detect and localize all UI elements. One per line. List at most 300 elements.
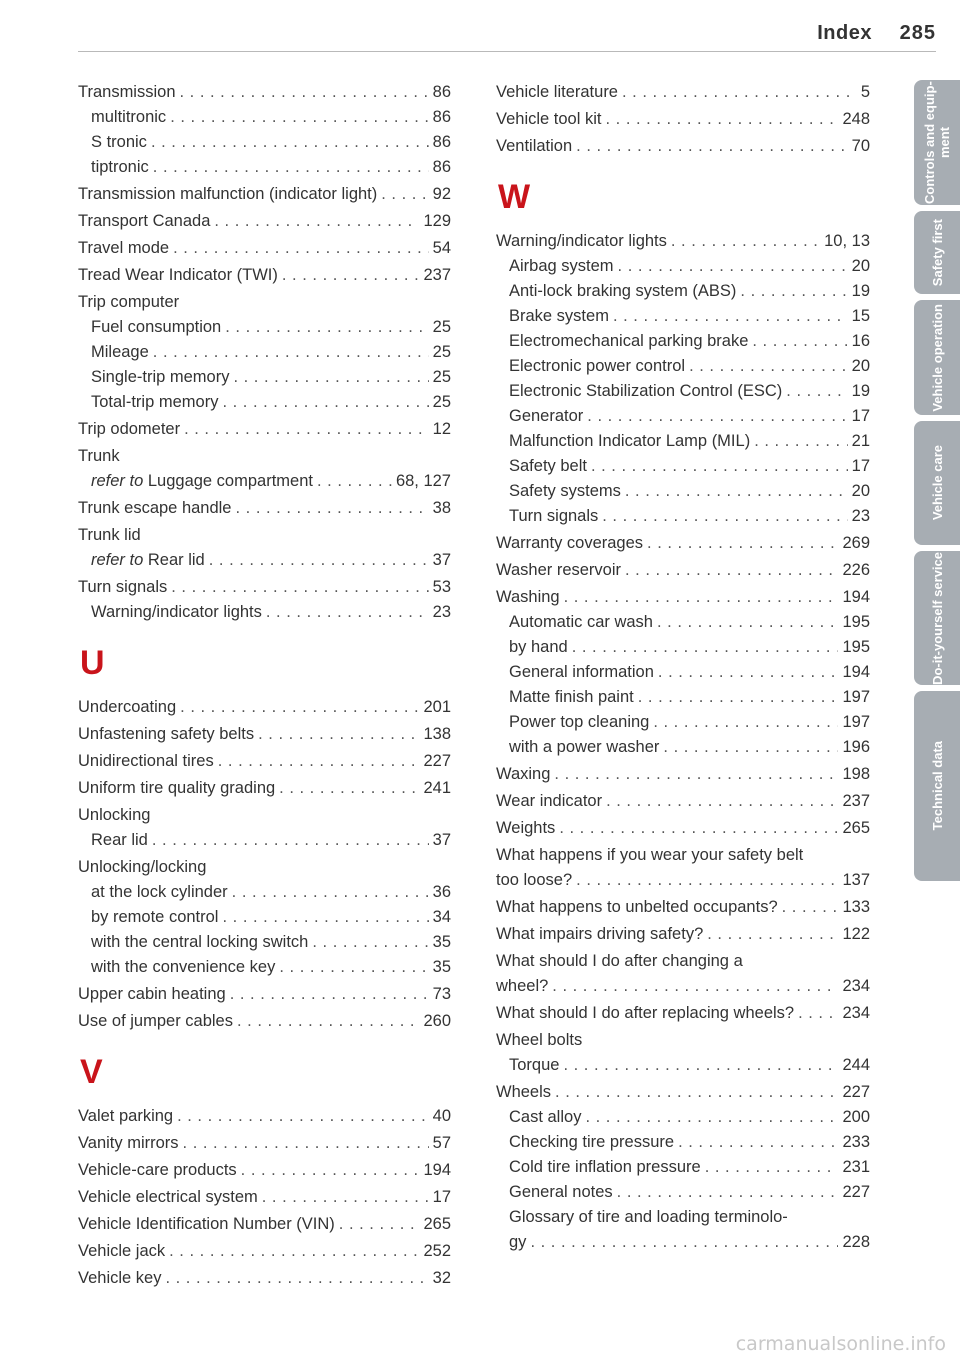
entry-page-number: 25	[432, 318, 451, 336]
entry-label: Transport Canada	[78, 212, 211, 230]
leader-dots	[638, 685, 839, 710]
leader-dots	[552, 974, 838, 999]
watermark: carmanualsonline.info	[735, 1333, 946, 1355]
entry-label: Washing	[496, 588, 560, 606]
leader-dots	[170, 105, 428, 130]
leader-dots	[151, 130, 429, 155]
entry-page-number: 233	[842, 1133, 870, 1151]
entry-label: Rear lid	[143, 551, 205, 569]
entry-label: Vehicle electrical system	[78, 1188, 258, 1206]
index-entry	[78, 1239, 451, 1264]
index-entry	[496, 479, 870, 504]
leader-dots	[262, 1185, 429, 1210]
index-entry	[78, 600, 451, 625]
leader-dots	[152, 828, 429, 853]
index-entry	[496, 1130, 870, 1155]
entry-page-number: 73	[432, 985, 451, 1003]
entry-page-number: 138	[423, 725, 451, 743]
entry-page-number: 227	[842, 1183, 870, 1201]
entry-label: Checking tire pressure	[509, 1133, 675, 1151]
leader-dots	[209, 548, 429, 573]
leader-dots	[671, 229, 820, 254]
leader-dots	[587, 404, 847, 429]
leader-dots	[258, 722, 419, 747]
entry-label: Electronic power control	[509, 357, 686, 375]
entry-label: Wear indicator	[496, 792, 603, 810]
entry-label: Upper cabin heating	[78, 985, 226, 1003]
index-entry	[78, 130, 451, 155]
entry-page-number: 248	[842, 110, 870, 128]
leader-dots	[236, 496, 429, 521]
entry-label: Valet parking	[78, 1107, 174, 1125]
leader-dots	[602, 504, 847, 529]
page-title: Index	[817, 22, 872, 44]
entry-page-number: 92	[432, 185, 451, 203]
entry-label: Total-trip memory	[91, 393, 219, 411]
leader-dots	[585, 1105, 838, 1130]
entry-page-number: 227	[842, 1083, 870, 1101]
index-entry	[78, 930, 451, 955]
entry-label: by hand	[509, 638, 568, 656]
index-entry	[496, 80, 870, 105]
leader-dots	[625, 479, 848, 504]
entry-label: with the central locking switch	[91, 933, 309, 951]
leader-dots	[222, 390, 428, 415]
index-entry	[78, 955, 451, 980]
index-entry	[78, 905, 451, 930]
entry-label: What impairs driving safety?	[496, 925, 704, 943]
leader-dots	[798, 1001, 838, 1026]
entry-page-number: 86	[432, 108, 451, 126]
leader-dots	[317, 469, 392, 494]
entry-page-number: 194	[842, 663, 870, 681]
leader-dots	[173, 236, 429, 261]
index-entry	[496, 974, 870, 999]
index-entry	[78, 803, 451, 828]
entry-page-number: 17	[851, 457, 870, 475]
index-entry	[496, 843, 870, 868]
entry-label: Power top cleaning	[509, 713, 650, 731]
entry-label: Malfunction Indicator Lamp (MIL)	[509, 432, 751, 450]
entry-page-number: 15	[851, 307, 870, 325]
index-letter-heading: U	[80, 644, 105, 682]
section-tab[interactable]	[914, 421, 960, 545]
leader-dots	[225, 315, 428, 340]
entry-label: Trunk lid	[78, 526, 141, 544]
entry-page-number: 25	[432, 343, 451, 361]
index-letter-heading: W	[498, 178, 531, 216]
entry-page-number: 21	[851, 432, 870, 450]
entry-page-number: 252	[423, 1242, 451, 1260]
leader-dots	[559, 816, 838, 841]
leader-dots	[707, 922, 838, 947]
entry-page-number: 17	[851, 407, 870, 425]
entry-label: Rear lid	[91, 831, 148, 849]
leader-dots	[381, 182, 428, 207]
entry-page-number: 234	[842, 1004, 870, 1022]
entry-page-number: 133	[842, 898, 870, 916]
entry-page-number: 20	[851, 482, 870, 500]
entry-label: Undercoating	[78, 698, 177, 716]
entry-label: Weights	[496, 819, 556, 837]
index-entry	[78, 340, 451, 365]
entry-label: General notes	[509, 1183, 613, 1201]
section-tab[interactable]	[914, 300, 960, 415]
leader-dots	[279, 776, 419, 801]
index-entry	[496, 354, 870, 379]
leader-dots	[282, 263, 420, 288]
index-entry	[496, 1180, 870, 1205]
entry-page-number: 241	[423, 779, 451, 797]
entry-page-number: 86	[432, 133, 451, 151]
leader-dots	[605, 107, 838, 132]
index-entry	[496, 1080, 870, 1105]
entry-label: Glossary of tire and loading terminolo-	[509, 1208, 788, 1226]
section-tab[interactable]	[914, 80, 960, 205]
entry-page-number: 197	[842, 688, 870, 706]
entry-label: Warning/indicator lights	[496, 232, 667, 250]
entry-label: Transmission	[78, 83, 176, 101]
index-entry	[496, 229, 870, 254]
entry-page-number: 237	[842, 792, 870, 810]
index-entry	[496, 816, 870, 841]
index-entry	[78, 855, 451, 880]
leader-dots	[169, 1239, 419, 1264]
section-tab[interactable]	[914, 551, 960, 685]
leader-dots	[653, 710, 838, 735]
section-tab-label: Safety first	[929, 218, 945, 287]
entry-page-number: 200	[842, 1108, 870, 1126]
entry-label: at the lock cylinder	[91, 883, 228, 901]
index-entry	[496, 789, 870, 814]
entry-label: Warning/indicator lights	[91, 603, 262, 621]
leader-dots	[606, 789, 838, 814]
index-entry	[496, 134, 870, 159]
entry-page-number: 25	[432, 368, 451, 386]
entry-label: Vehicle jack	[78, 1242, 166, 1260]
entry-label: gy	[509, 1233, 527, 1251]
index-entry	[78, 1212, 451, 1237]
leader-dots	[782, 895, 839, 920]
index-entry	[78, 1009, 451, 1034]
entry-page-number: 197	[842, 713, 870, 731]
leader-dots	[230, 982, 429, 1007]
section-tab-label: Vehicle care	[929, 445, 945, 521]
leader-dots	[740, 279, 847, 304]
leader-dots	[153, 340, 429, 365]
index-entry	[78, 548, 451, 573]
entry-label: Luggage compartment	[143, 472, 313, 490]
index-entry	[496, 949, 870, 974]
index-entry	[496, 735, 870, 760]
index-entry	[78, 1185, 451, 1210]
entry-page-number: 23	[851, 507, 870, 525]
index-entry	[496, 504, 870, 529]
index-entry	[496, 1230, 870, 1255]
entry-page-number: 35	[432, 933, 451, 951]
entry-label-group	[91, 469, 313, 494]
leader-dots	[576, 134, 847, 159]
leader-dots	[184, 417, 429, 442]
entry-label: Uniform tire quality grading	[78, 779, 276, 797]
entry-page-number: 17	[432, 1188, 451, 1206]
entry-label: Mileage	[91, 343, 149, 361]
entry-page-number: 265	[842, 819, 870, 837]
entry-page-number: 16	[851, 332, 870, 350]
section-tab-label: Vehicle operation	[929, 303, 945, 412]
entry-page-number: 35	[432, 958, 451, 976]
index-entry	[78, 469, 451, 494]
index-entry	[496, 429, 870, 454]
leader-dots	[232, 880, 429, 905]
entry-label: Warranty coverages	[496, 534, 644, 552]
entry-label: Vehicle tool kit	[496, 110, 602, 128]
entry-label: Airbag system	[509, 257, 614, 275]
entry-page-number: 23	[432, 603, 451, 621]
entry-page-number: 231	[842, 1158, 870, 1176]
index-entry	[496, 585, 870, 610]
entry-page-number: 194	[842, 588, 870, 606]
header-rule	[78, 51, 936, 52]
leader-dots	[312, 930, 428, 955]
entry-label: multitronic	[91, 108, 167, 126]
entry-label: Safety belt	[509, 457, 587, 475]
index-entry	[78, 290, 451, 315]
entry-label: Ventilation	[496, 137, 573, 155]
entry-label: by remote control	[91, 908, 219, 926]
index-entry	[78, 776, 451, 801]
index-entry	[78, 236, 451, 261]
index-entry	[78, 105, 451, 130]
entry-page-number: 226	[842, 561, 870, 579]
index-entry	[496, 454, 870, 479]
section-tab-label: Do-it-yourself service	[929, 551, 945, 685]
leader-dots	[591, 454, 848, 479]
index-entry	[496, 558, 870, 583]
leader-dots	[617, 1180, 839, 1205]
entry-page-number: 54	[432, 239, 451, 257]
leader-dots	[622, 80, 857, 105]
entry-label: with the convenience key	[91, 958, 276, 976]
index-entry	[496, 304, 870, 329]
index-entry	[78, 444, 451, 469]
entry-label: Unlocking/locking	[78, 858, 207, 876]
entry-label: tiptronic	[91, 158, 149, 176]
entry-label: Fuel consumption	[91, 318, 222, 336]
entry-page-number: 38	[432, 499, 451, 517]
index-entry	[496, 685, 870, 710]
leader-dots	[647, 531, 838, 556]
leader-dots	[171, 575, 428, 600]
leader-dots	[663, 735, 838, 760]
index-entry	[496, 922, 870, 947]
index-entry	[78, 1104, 451, 1129]
index-entry	[496, 531, 870, 556]
index-entry	[496, 279, 870, 304]
entry-page-number: 228	[842, 1233, 870, 1251]
entry-label: What happens to unbelted occupants?	[496, 898, 778, 916]
leader-dots	[165, 1266, 428, 1291]
leader-dots	[754, 429, 847, 454]
leader-dots	[563, 1053, 838, 1078]
entry-label: wheel?	[496, 977, 549, 995]
leader-dots	[266, 600, 429, 625]
leader-dots	[530, 1230, 838, 1255]
page-number: 285	[899, 22, 936, 44]
entry-label: Unfastening safety belts	[78, 725, 255, 743]
leader-dots	[564, 585, 839, 610]
entry-page-number: 122	[842, 925, 870, 943]
index-entry	[496, 895, 870, 920]
index-entry	[496, 254, 870, 279]
entry-page-number: 57	[432, 1134, 451, 1152]
entry-label: Vehicle-care products	[78, 1161, 237, 1179]
index-entry	[496, 868, 870, 893]
index-entry	[78, 1266, 451, 1291]
entry-label: Vanity mirrors	[78, 1134, 179, 1152]
entry-label: Vehicle Identification Number (VIN)	[78, 1215, 335, 1233]
index-entry	[78, 365, 451, 390]
entry-page-number: 244	[842, 1056, 870, 1074]
entry-page-number: 129	[423, 212, 451, 230]
entry-label: Trip odometer	[78, 420, 181, 438]
entry-page-number: 68, 127	[395, 472, 451, 490]
leader-dots	[625, 558, 838, 583]
leader-dots	[689, 354, 848, 379]
entry-page-number: 37	[432, 551, 451, 569]
leader-dots	[786, 379, 847, 404]
entry-label: Cold tire inflation pressure	[509, 1158, 701, 1176]
entry-label: Vehicle key	[78, 1269, 162, 1287]
refer-to-text: refer to	[91, 472, 144, 490]
entry-label: General information	[509, 663, 654, 681]
entry-label: Trunk	[78, 447, 120, 465]
entry-page-number: 269	[842, 534, 870, 552]
entry-page-number: 227	[423, 752, 451, 770]
entry-page-number: 70	[851, 137, 870, 155]
entry-page-number: 20	[851, 357, 870, 375]
leader-dots	[657, 610, 838, 635]
index-entry	[496, 1001, 870, 1026]
leader-dots	[339, 1212, 420, 1237]
entry-page-number: 20	[851, 257, 870, 275]
entry-page-number: 237	[423, 266, 451, 284]
entry-label-group	[91, 548, 205, 573]
entry-label: Electromechanical parking brake	[509, 332, 749, 350]
leader-dots	[279, 955, 428, 980]
entry-label: Cast alloy	[509, 1108, 582, 1126]
entry-page-number: 19	[851, 282, 870, 300]
entry-label: Turn signals	[509, 507, 599, 525]
leader-dots	[241, 1158, 420, 1183]
entry-page-number: 25	[432, 393, 451, 411]
leader-dots	[153, 155, 429, 180]
refer-to-text: refer to	[91, 551, 144, 569]
leader-dots	[214, 209, 419, 234]
entry-page-number: 5	[860, 83, 870, 101]
index-entry	[78, 417, 451, 442]
entry-label: Wheels	[496, 1083, 552, 1101]
index-entry	[78, 263, 451, 288]
entry-page-number: 234	[842, 977, 870, 995]
entry-label: Brake system	[509, 307, 609, 325]
index-entry	[78, 209, 451, 234]
leader-dots	[576, 868, 838, 893]
section-tab-label: Technical data	[929, 741, 945, 831]
index-entry	[496, 1028, 870, 1053]
index-entry	[496, 1155, 870, 1180]
leader-dots	[180, 695, 419, 720]
leader-dots	[613, 304, 848, 329]
index-entry	[78, 749, 451, 774]
entry-page-number: 194	[423, 1161, 451, 1179]
index-column-left	[78, 78, 451, 1291]
entry-label: Torque	[509, 1056, 560, 1074]
index-entry	[78, 390, 451, 415]
entry-label: Travel mode	[78, 239, 170, 257]
leader-dots	[180, 80, 429, 105]
index-entry	[78, 880, 451, 905]
section-tab[interactable]	[914, 211, 960, 294]
entry-page-number: 37	[432, 831, 451, 849]
entry-label: Waxing	[496, 765, 551, 783]
leader-dots	[658, 660, 839, 685]
entry-label: Trip computer	[78, 293, 180, 311]
entry-label: Automatic car wash	[509, 613, 653, 631]
entry-label: too loose?	[496, 871, 573, 889]
entry-page-number: 10, 13	[824, 232, 870, 250]
entry-page-number: 40	[432, 1107, 451, 1125]
entry-page-number: 195	[842, 638, 870, 656]
entry-page-number: 34	[432, 908, 451, 926]
leader-dots	[678, 1130, 838, 1155]
leader-dots	[572, 635, 839, 660]
index-entry	[496, 762, 870, 787]
index-entry	[496, 610, 870, 635]
entry-page-number: 86	[432, 83, 451, 101]
section-tab-label: Controls and equip-ment	[922, 81, 952, 204]
index-entry	[78, 182, 451, 207]
entry-label: Tread Wear Indicator (TWI)	[78, 266, 278, 284]
index-entry	[496, 1205, 870, 1230]
leader-dots	[177, 1104, 429, 1129]
entry-label: Turn signals	[78, 578, 168, 596]
index-entry	[496, 379, 870, 404]
index-letter-heading: V	[80, 1053, 103, 1091]
section-tab[interactable]	[914, 691, 960, 881]
entry-label: Transmission malfunction (indicator light)	[78, 185, 378, 203]
entry-page-number: 32	[432, 1269, 451, 1287]
entry-page-number: 260	[423, 1012, 451, 1030]
entry-label: Anti-lock braking system (ABS)	[509, 282, 737, 300]
entry-label: Unlocking	[78, 806, 151, 824]
entry-label: What should I do after replacing wheels?	[496, 1004, 795, 1022]
index-entry	[78, 496, 451, 521]
leader-dots	[233, 365, 428, 390]
index-entry	[496, 329, 870, 354]
leader-dots	[237, 1009, 419, 1034]
index-column-right	[496, 78, 870, 1255]
entry-label: What should I do after changing a	[496, 952, 743, 970]
entry-page-number: 19	[851, 382, 870, 400]
entry-label: Matte finish paint	[509, 688, 634, 706]
index-entry	[78, 828, 451, 853]
entry-label: Washer reservoir	[496, 561, 621, 579]
index-entry	[78, 982, 451, 1007]
index-entry	[496, 635, 870, 660]
index-entry	[78, 523, 451, 548]
entry-label: Trunk escape handle	[78, 499, 232, 517]
